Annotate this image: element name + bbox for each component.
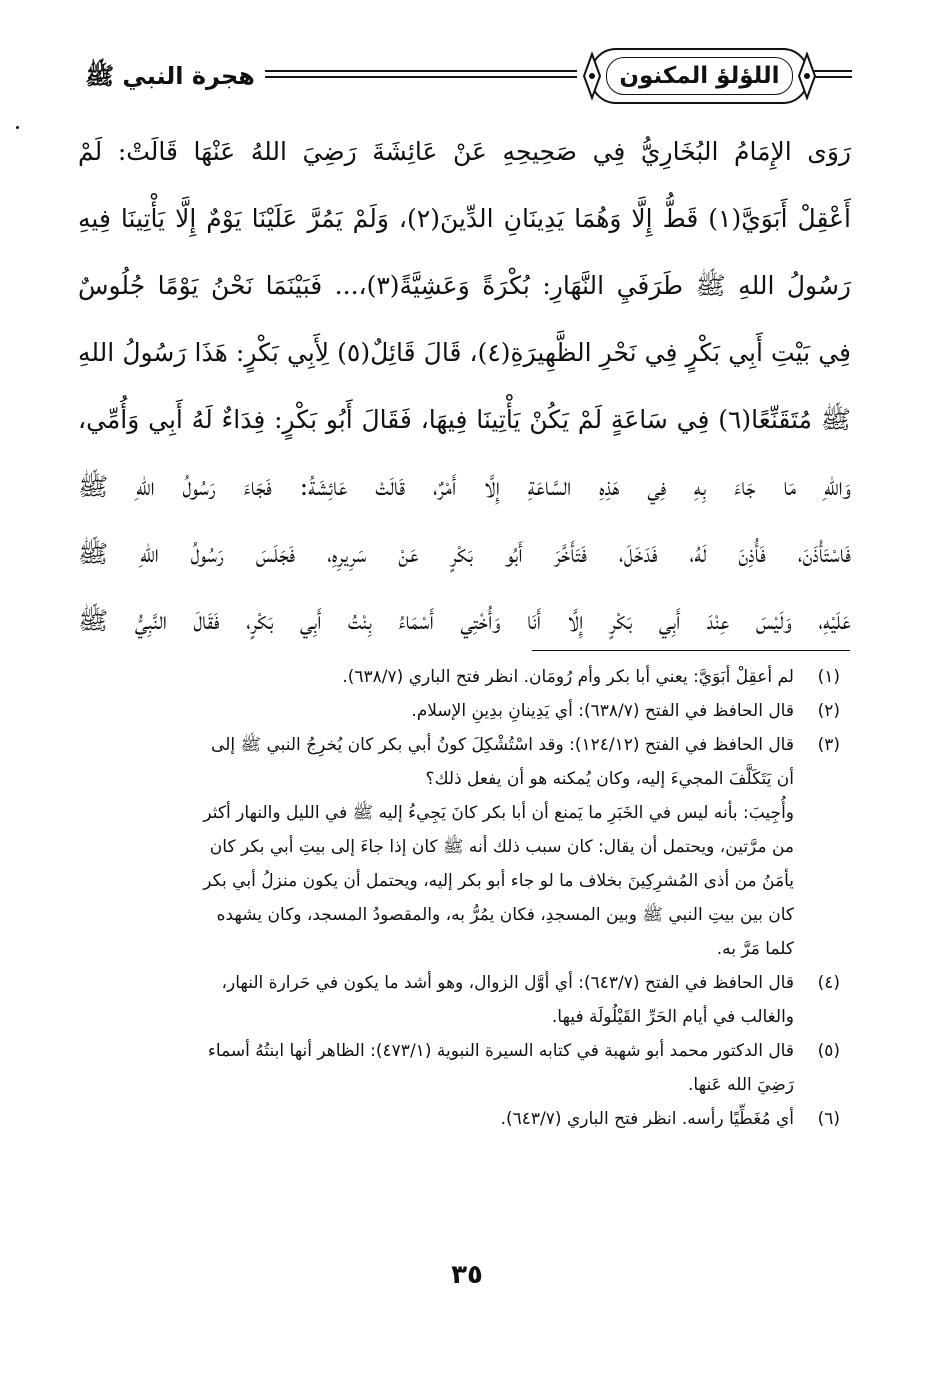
text-line: [78, 118, 851, 185]
footnote-1: [100, 660, 840, 694]
text-line-content: وَاللهِ مَا جَاءَ بِهِ فِي هَذِهِ السَّاعَةِ إِلَّا أَمْرٌ، قَالَتْ عَائِشَةُ: فَجَاءَ رَسُولُ اللهِ ﷺ: [78, 472, 851, 501]
text-line: [78, 520, 851, 587]
text-line-content: أَعْقِلْ أَبَوَيَّ(١) قَطُّ إِلَّا وَهُمَا يَدِينَانِ الدِّينَ(٢)، وَلَمْ يَمُرَّ عَلَيْنَا يَوْمٌ إِلَّا يَأْتِينَا فِيهِ: [78, 204, 851, 233]
footnote-text: كلما مَرَّ به.: [716, 939, 794, 959]
page-number: ٣٥: [451, 1260, 483, 1290]
text-line: [78, 453, 851, 520]
text-line-content: فِي بَيْتِ أَبِي بَكْرٍ فِي نَحْرِ الظَّهِيرَةِ(٤)، قَالَ قَائِلٌ(٥) لِأَبِي بَكْرٍ: هَذَا رَسُولُ اللهِ: [78, 338, 851, 367]
footnote-text: والغالب في أيام الحَرِّ القَيْلُولَة فيها.: [551, 1007, 794, 1027]
footnotes: [100, 660, 840, 1136]
header-rule: [265, 70, 577, 72]
chapter-title: هجرة النبي ﷺ: [85, 62, 255, 90]
footnote-3: [100, 728, 840, 966]
main-text: [78, 118, 851, 654]
footnote-5: [100, 1034, 840, 1102]
footnote-text: أن يَتَكَلَّفَ المجيءَ إليه، وكان يُمكنه هو أن يفعل ذلك؟: [425, 769, 794, 789]
footnote-separator: [532, 650, 850, 651]
text-line: [78, 185, 851, 252]
footnote-text: لم أعقِلْ أبَوَيَّ: يعني أبا بكر وأم رُومَان. انظر فتح الباري (٦٣٨/٧).: [342, 667, 794, 687]
footnote-2: [100, 694, 840, 728]
footnote-number: (٢): [817, 701, 840, 721]
footnote-text: يأمَنُ من أذى المُشرِكِينَ بخلاف ما لو جاء أبو بكر إليه، ويحتمل أن يكون منزلُ أبي بكر: [203, 871, 794, 891]
footnote-4: [100, 966, 840, 1034]
footnote-number: (١): [817, 667, 840, 687]
footnote-text: من مرَّتين، ويحتمل أن يقال: كان سبب ذلك أنه ﷺ كان إذا جاءَ إلى بيتِ أبي بكر كان: [209, 837, 794, 857]
text-line-content: رَسُولُ اللهِ ﷺ طَرَفَيِ النَّهَارِ: بُكْرَةً وَعَشِيَّةً(٣)،... فَبَيْنَمَا نَحْنُ يَوْمًا جُلُوسٌ: [78, 271, 851, 300]
text-line-content: فَاسْتَأْذَنَ، فَأُذِنَ لَهُ، فَدَخَلَ، فَتَأَخَّرَ أَبُو بَكْرٍ عَنْ سَرِيرِهِ، فَجَلَسَ رَسُولُ اللهِ ﷺ: [78, 539, 851, 568]
footnote-text: قال الحافظ في الفتح (٦٣٨/٧): أي يَدِينانِ بدِينِ الإسلام.: [411, 701, 794, 721]
footnote-text: قال الدكتور محمد أبو شهبة في كتابه السيرة النبوية (٤٧٣/١): الظاهر أنها ابنتُهُ أسماء: [207, 1041, 794, 1061]
ornament-icon: [795, 50, 819, 102]
ornament-icon: [580, 50, 604, 102]
header-rule: [265, 76, 577, 78]
footnote-text: أي مُغَطِّيًا رأسه. انظر فتح الباري (٦٤٣/٧).: [500, 1109, 794, 1129]
footnote-text: رَضِيَ الله عَنها.: [688, 1075, 794, 1095]
text-line: [78, 252, 851, 319]
footnote-text: كان بين بيتِ النبي ﷺ وبين المسجدِ، فكان يمُرُّ به، والمقصودُ المسجد، وكان يشهده: [216, 905, 794, 925]
footnote-text: قال الحافظ في الفتح (٦٤٣/٧): أي أوَّل الزوال، وهو أشد ما يكون في حَرارة النهار،: [221, 973, 794, 993]
footnote-number: (٤): [817, 973, 840, 993]
footnote-6: [100, 1102, 840, 1136]
book-title-frame: [590, 48, 809, 104]
book-title: اللؤلؤ المكنون: [606, 57, 792, 95]
text-line: [78, 319, 851, 386]
footnote-number: (٥): [817, 1041, 840, 1061]
footnote-text: وأُجِيبَ: بأنه ليس في الخَبَرِ ما يَمنع أن أبا بكر كانَ يَجِيءُ إليه ﷺ في الليل والنهار أكثر: [203, 803, 794, 823]
speck-mark: [16, 126, 19, 129]
text-line: [78, 587, 851, 654]
text-line: [78, 386, 851, 453]
text-line-content: رَوَى الإِمَامُ البُخَارِيُّ فِي صَحِيحِهِ عَنْ عَائِشَةَ رَضِيَ اللهُ عَنْهَا قَالَتْ: لَمْ: [78, 137, 851, 166]
footnote-text: قال الحافظ في الفتح (١٢٤/١٢): وقد اسْتُشْكِلَ كونُ أبي بكر كان يُخرِجُ النبي ﷺ إلى: [211, 735, 794, 755]
footnote-number: (٦): [817, 1109, 840, 1129]
text-line-content: ﷺ مُتَقَنِّعًا(٦) فِي سَاعَةٍ لَمْ يَكُنْ يَأْتِينَا فِيهَا، فَقَالَ أَبُو بَكْرٍ: فِدَاءٌ لَهُ أَبِي وَأُمِّي،: [78, 405, 851, 434]
footnote-number: (٣): [817, 735, 840, 755]
text-line-content: عَلَيْهِ، وَلَيْسَ عِنْدَ أَبِي بَكْرٍ إِلَّا أَنَا وَأُخْتِي أَسْمَاءُ بِنْتُ أَبِي بَكْرٍ، فَقَالَ النَّبِيُّ ﷺ: [78, 606, 851, 635]
